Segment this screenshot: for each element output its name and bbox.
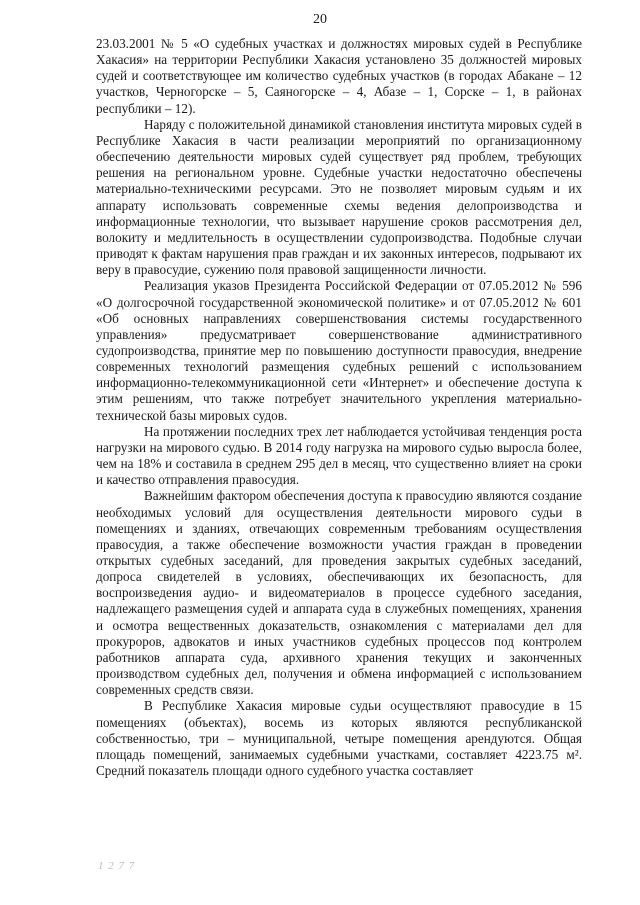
document-body bbox=[96, 36, 582, 779]
paragraph-4: На протяжении последних трех лет наблюдается устойчивая тенденция роста нагрузки на мирового судью. В 2014 году нагрузка на мирового судью выросла более, чем на 18% и составила в среднем 295 дел в месяц, что существенно влияет на сроки и качество отправления правосудия. bbox=[96, 423, 582, 488]
paragraph-2: Наряду с положительной динамикой становления института мировых судей в Республике Хакасия в части реализации мероприятий по организационному обеспечению деятельности мировых судей существует ряд проблем, требующих решения на региональном уровне. Судебные участки недостаточно обеспечены материально-техническими ресурсами. Это не позволяет мировым судьям и их аппарату использовать современные схемы ведения делопроизводства и информационные технологии, что вызывает нарушение сроков рассмотрения дел, волокиту и медлительность в осуществлении судопроизводства. Подобные случаи приводят к фактам нарушения прав граждан и их законных интересов, подрывают их веру в правосудие, сужению поля правовой защищенности личности. bbox=[96, 116, 582, 278]
paragraph-1: 23.03.2001 № 5 «О судебных участках и должностях мировых судей в Республике Хакасия» на территории Республики Хакасия установлено 35 должностей мировых судей и соответствующее им количество судебных участков (в городах Абакане – 12 участков, Черногорске – 5, Саяногорске – 4, Абазе – 1, Сорске – 1, в районах республики – 12). bbox=[96, 36, 582, 116]
paragraph-3: Реализация указов Президента Российской Федерации от 07.05.2012 № 596 «О долгосрочной государственной экономической политике» и от 07.05.2012 № 601 «Об основных направлениях совершенствования системы государственного управления» предусматривает совершенствование административного судопроизводства, принятие мер по повышению доступности правосудия, внедрение современных технологий размещения судебных решений с использованием информационно-телекоммуникационной сети «Интернет» и обеспечение доступа к этим решениям, что также потребует значительного укрепления материально-технической базы мировых судов. bbox=[96, 278, 582, 423]
footer-mark: 1 2 7 7 bbox=[98, 860, 136, 872]
paragraph-6: В Республике Хакасия мировые судьи осуществляют правосудие в 15 помещениях (объектах), восемь из которых являются республиканской собственностью, три – муниципальной, четыре помещения арендуются. Общая площадь помещений, занимаемых судебными участками, составляет 4223.75 м². Средний показатель площади одного судебного участка составляет bbox=[96, 698, 582, 779]
page-number: 20 bbox=[313, 12, 327, 27]
paragraph-5: Важнейшим фактором обеспечения доступа к правосудию являются создание необходимых условий для осуществления деятельности мирового судьи в помещениях и зданиях, отвечающих современным требованиям осуществления правосудия, а также обеспечение возможности участия граждан в проведении открытых судебных заседаний, для проведения закрытых судебных заседаний, допроса свидетелей в условиях, обеспечивающих их безопасность, для воспроизведения аудио- и видеоматериалов в процессе судебного заседания, надлежащего размещения судей и аппарата суда в служебных помещениях, хранения и осмотра вещественных доказательств, ознакомления с материалами дел для прокуроров, адвокатов и иных участников судебных процессов под контролем работников аппарата суда, архивного хранения текущих и законченных производством судебных дел, получения и обмена информацией с использованием современных средств связи. bbox=[96, 488, 582, 698]
